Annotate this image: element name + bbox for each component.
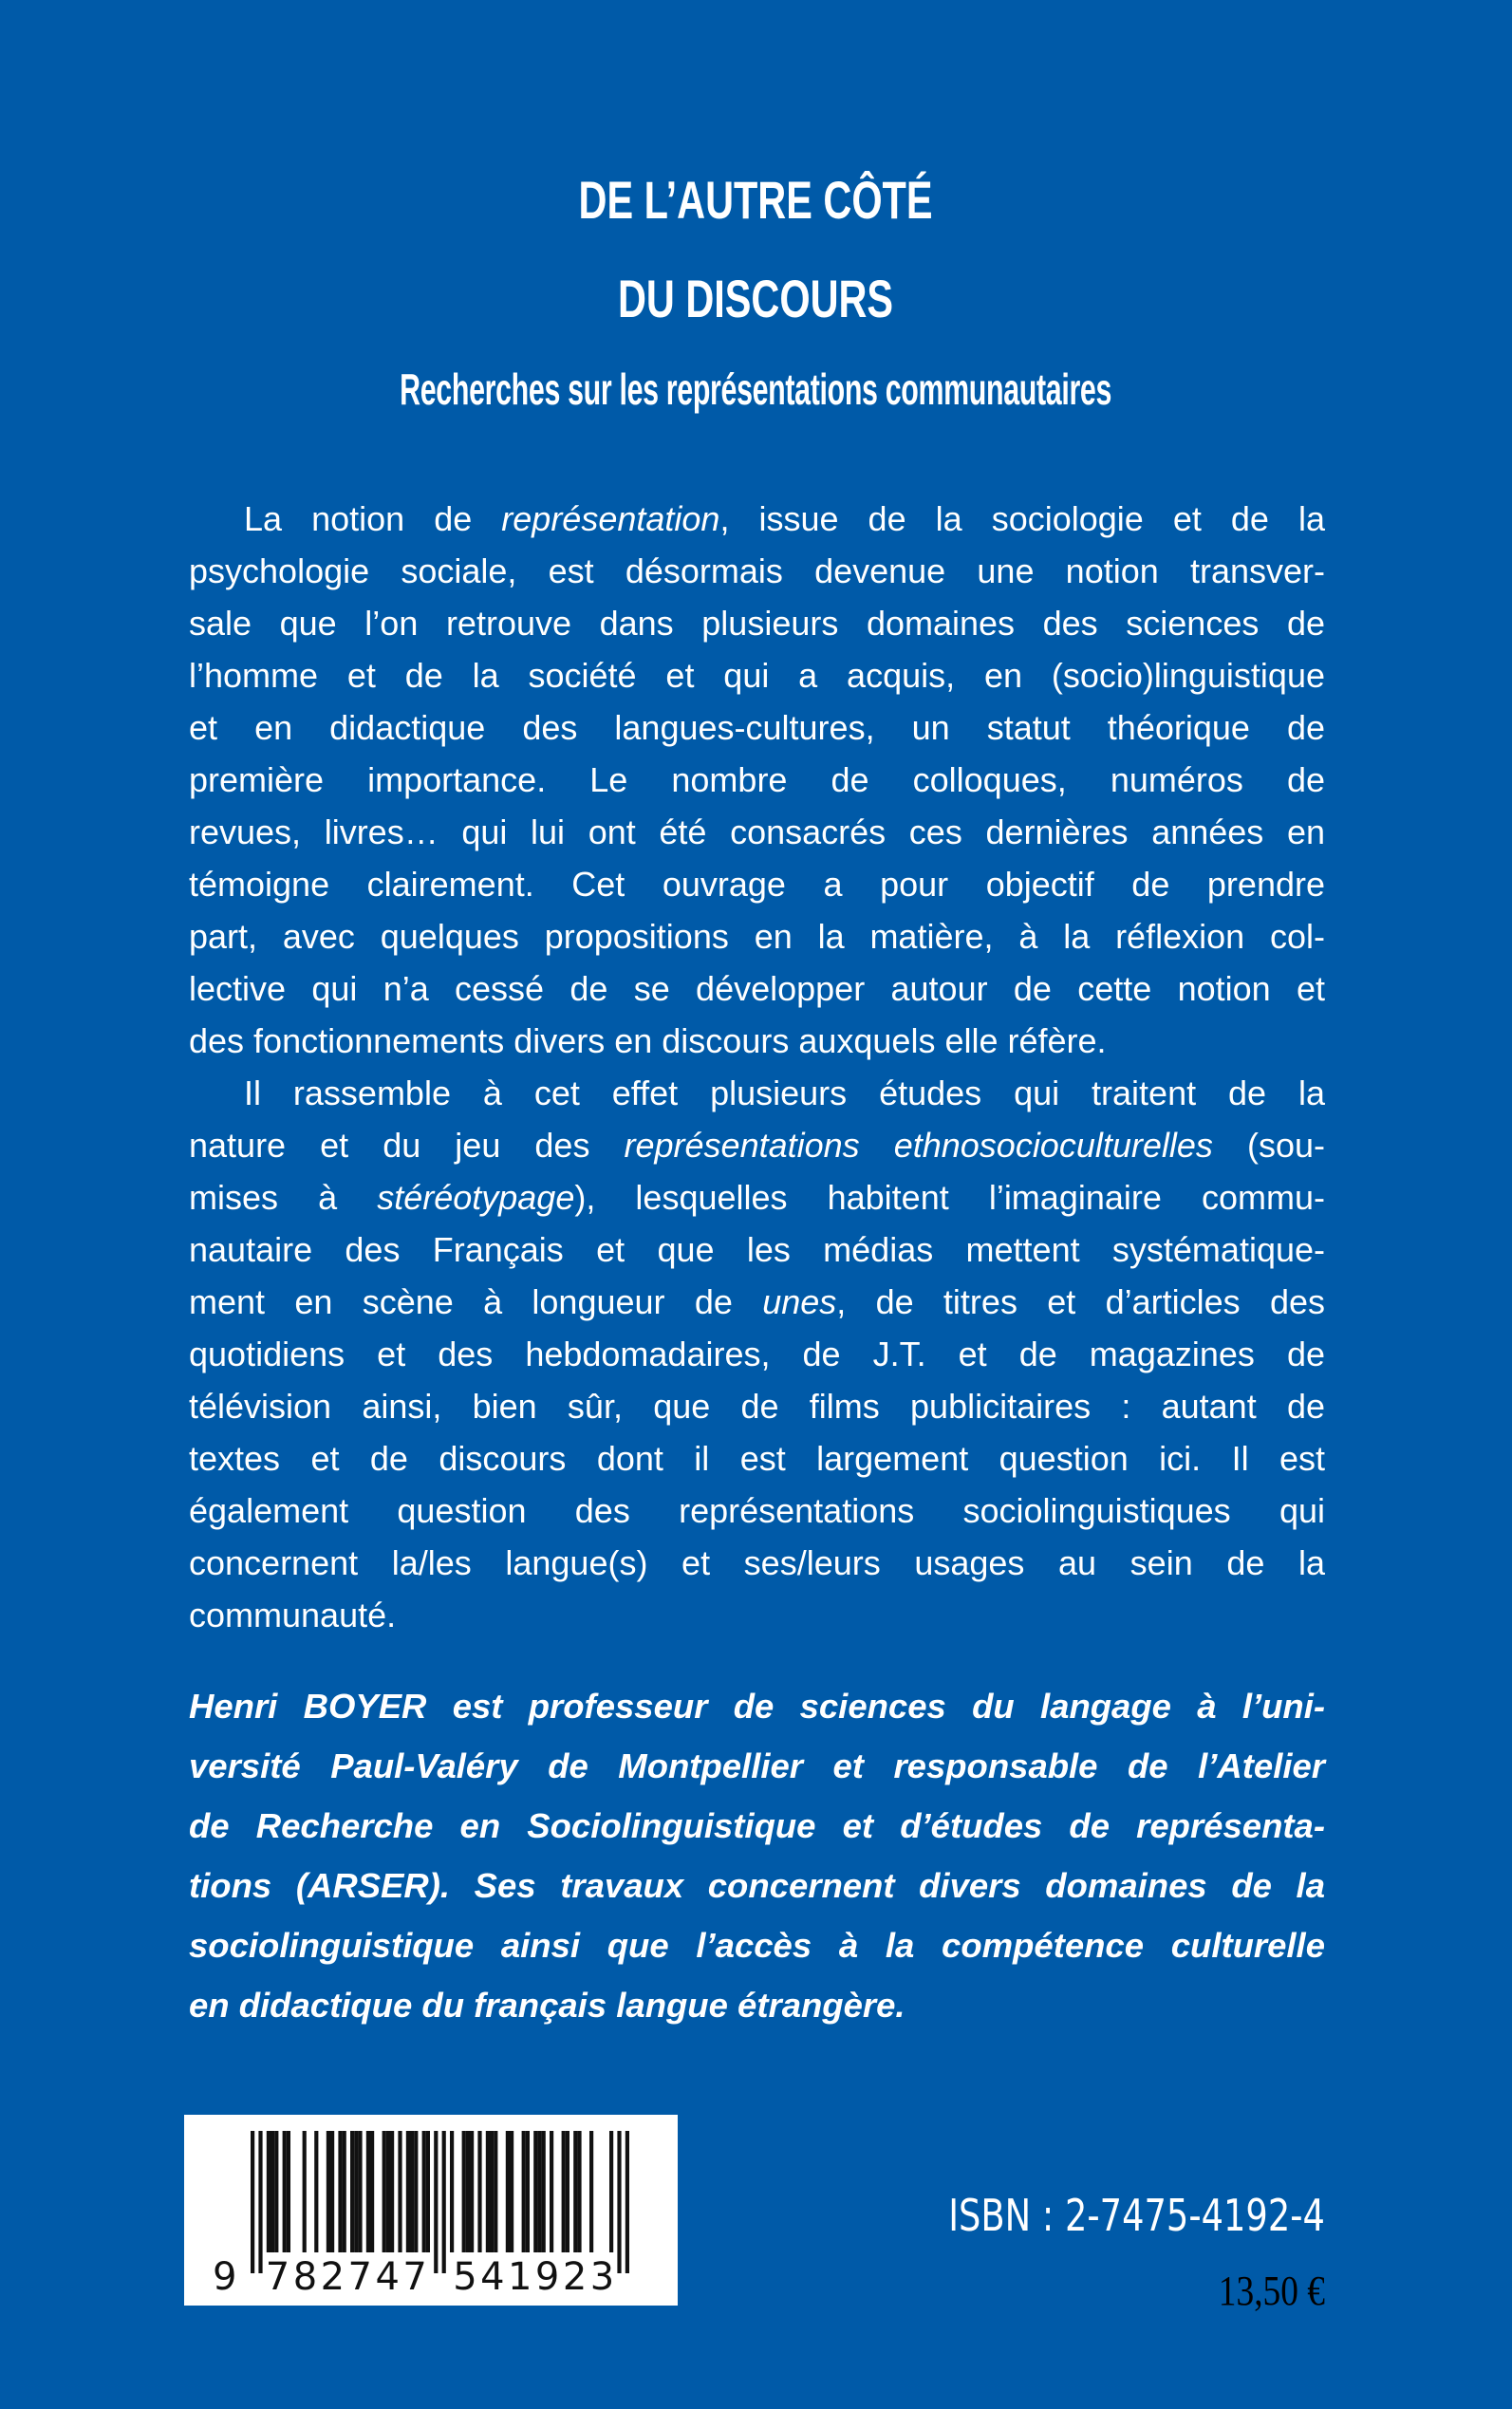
- barcode-bar: [477, 2131, 481, 2252]
- text-segment: , issue de la sociologie et de la: [719, 499, 1325, 538]
- text-line: [189, 1380, 1325, 1432]
- text-line: [189, 1171, 1325, 1223]
- text-line: [189, 1276, 1325, 1328]
- barcode-bar: [366, 2131, 370, 2252]
- italic-term: représentation: [501, 499, 720, 538]
- barcode-bar: [422, 2131, 426, 2252]
- barcode-bar: [562, 2131, 566, 2252]
- barcode-bar: [533, 2131, 537, 2252]
- barcode-bar: [406, 2131, 410, 2252]
- barcode-bar: [410, 2131, 414, 2252]
- barcode-bar: [609, 2131, 613, 2252]
- barcode-bar: [526, 2131, 530, 2252]
- barcode-bar: [537, 2131, 541, 2252]
- text-line: [189, 1328, 1325, 1380]
- barcode-bar: [625, 2131, 629, 2273]
- text-line: [189, 1856, 1325, 1915]
- barcode-bar: [287, 2131, 290, 2252]
- barcode-bar: [303, 2131, 307, 2252]
- text-segment: ment en scène à longueur de: [189, 1282, 763, 1321]
- text-line: [189, 1975, 1325, 2035]
- barcode-bar: [383, 2131, 386, 2252]
- book-title-line-2: DU DISCOURS: [618, 269, 894, 328]
- barcode-bar: [522, 2131, 526, 2252]
- text-segment: nature et du jeu des: [189, 1126, 625, 1165]
- italic-term: unes: [762, 1282, 837, 1321]
- barcode-bar: [490, 2131, 494, 2252]
- book-subtitle: Recherches sur les représentations communautaires: [400, 364, 1112, 414]
- text-line: [189, 962, 1325, 1015]
- text-line: [189, 1736, 1325, 1796]
- text-line: [189, 701, 1325, 754]
- barcode-bar: [338, 2131, 342, 2252]
- text-segment: également question des représentations sociolinguistiques qui: [189, 1491, 1325, 1530]
- barcode-bar: [506, 2131, 510, 2252]
- text-segment: textes et de discours dont il est largement question ici. Il est: [189, 1439, 1325, 1478]
- barcode-bar: [258, 2131, 262, 2273]
- text-line: [189, 858, 1325, 910]
- isbn-label: ISBN : 2-7475-4192-4: [948, 2190, 1325, 2241]
- text-line: [189, 1915, 1325, 1975]
- barcode-digits: 541923: [453, 2255, 615, 2299]
- text-line: [189, 1067, 1325, 1119]
- barcode-bar: [466, 2131, 470, 2252]
- barcode-bar: [343, 2131, 346, 2252]
- text-line: [189, 1015, 1325, 1067]
- barcode-bar: [589, 2131, 593, 2252]
- book-title-line-1: DE L’AUTRE CÔTÉ: [579, 170, 933, 230]
- barcode-bar: [617, 2131, 621, 2273]
- barcode-bar: [330, 2131, 334, 2252]
- text-segment: quotidiens et des hebdomadaires, de J.T. et de magazines de: [189, 1335, 1325, 1373]
- price-label: 13,50 €: [1218, 2268, 1325, 2314]
- ean-barcode: [184, 2115, 678, 2306]
- text-segment: de Recherche en Sociolinguistique et d’études de représenta-: [189, 1806, 1325, 1845]
- barcode-bar: [358, 2131, 362, 2252]
- barcode-bar: [470, 2131, 474, 2252]
- text-line: [189, 1676, 1325, 1736]
- text-segment: lective qui n’a cessé de se développer autour de cette notion et: [189, 969, 1325, 1008]
- barcode-bar: [573, 2131, 577, 2252]
- text-segment: psychologie sociale, est désormais devenue une notion transver-: [189, 551, 1325, 590]
- barcode-bar: [370, 2131, 374, 2252]
- barcode-bar: [426, 2131, 430, 2252]
- summary-paragraph-1: [189, 493, 1325, 1067]
- text-line: [189, 545, 1325, 597]
- text-line: [189, 493, 1325, 545]
- text-segment: des fonctionnements divers en discours auxquels elle réfère.: [189, 1021, 1107, 1060]
- text-line: [189, 597, 1325, 649]
- text-segment: télévision ainsi, bien sûr, que de films publicitaires : autant de: [189, 1387, 1325, 1426]
- text-segment: témoigne clairement. Cet ouvrage a pour objectif de prendre: [189, 865, 1325, 904]
- text-line: [189, 1485, 1325, 1537]
- text-line: [189, 1119, 1325, 1171]
- italic-term: stéréotypage: [377, 1178, 575, 1217]
- text-line: [189, 910, 1325, 962]
- text-segment: en didactique du français langue étrangère.: [189, 1986, 905, 2025]
- barcode-bar: [251, 2131, 254, 2273]
- barcode-bar: [314, 2131, 318, 2252]
- text-line: [189, 806, 1325, 858]
- barcode-bar: [550, 2131, 553, 2252]
- barcode-bar: [283, 2131, 287, 2252]
- barcode-graphic: [184, 2115, 678, 2306]
- barcode-bar: [542, 2131, 546, 2252]
- barcode-bar: [350, 2131, 354, 2252]
- barcode-bar: [434, 2131, 438, 2273]
- text-segment: (sou-: [1212, 1126, 1325, 1165]
- barcode-bar: [386, 2131, 390, 2252]
- barcode-digits: 9: [213, 2255, 237, 2299]
- text-segment: première importance. Le nombre de colloques, numéros de: [189, 760, 1325, 799]
- barcode-bar: [327, 2131, 330, 2252]
- text-segment: nautaire des Français et que les médias mettent systématique-: [189, 1230, 1325, 1269]
- barcode-bar: [486, 2131, 490, 2252]
- text-line: [189, 1537, 1325, 1589]
- text-segment: l’homme et de la société et qui a acquis, en (socio)linguistique: [189, 656, 1325, 695]
- text-line: [189, 1223, 1325, 1276]
- text-line: [189, 754, 1325, 806]
- text-segment: Il rassemble à cet effet plusieurs études qui traitent de la: [244, 1074, 1325, 1112]
- barcode-bar: [354, 2131, 358, 2252]
- text-segment: sale que l’on retrouve dans plusieurs domaines des sciences de: [189, 604, 1325, 643]
- barcode-bar: [267, 2131, 271, 2252]
- text-segment: La notion de: [244, 499, 502, 538]
- text-line: [189, 1589, 1325, 1641]
- text-segment: sociolinguistique ainsi que l’accès à la compétence culturelle: [189, 1926, 1325, 1965]
- barcode-bar: [398, 2131, 401, 2252]
- barcode-bar: [442, 2131, 446, 2273]
- text-segment: mises à: [189, 1178, 378, 1217]
- barcode-bar: [566, 2131, 569, 2252]
- text-line: [189, 1432, 1325, 1485]
- barcode-bar: [414, 2131, 418, 2252]
- text-segment: revues, livres… qui lui ont été consacrés ces dernières années en: [189, 812, 1325, 851]
- text-segment: Henri BOYER est professeur de sciences du langage à l’uni-: [189, 1687, 1325, 1726]
- barcode-bar: [271, 2131, 274, 2252]
- text-segment: concernent la/les langue(s) et ses/leurs usages au sein de la: [189, 1543, 1325, 1582]
- barcode-bar: [494, 2131, 497, 2252]
- text-line: [189, 649, 1325, 701]
- italic-term: représentations ethnosocioculturelles: [624, 1126, 1213, 1165]
- barcode-digits: 782747: [265, 2255, 427, 2299]
- barcode-bar: [274, 2131, 278, 2252]
- author-bio-paragraph: [189, 1676, 1325, 2035]
- text-segment: tions (ARSER). Ses travaux concernent divers domaines de la: [189, 1866, 1325, 1905]
- barcode-bar: [577, 2131, 581, 2252]
- text-segment: versité Paul-Valéry de Montpellier et responsable de l’Atelier: [189, 1746, 1325, 1785]
- barcode-bar: [462, 2131, 466, 2252]
- barcode-bar: [390, 2131, 394, 2252]
- text-segment: et en didactique des langues-cultures, un statut théorique de: [189, 708, 1325, 747]
- text-line: [189, 1796, 1325, 1856]
- text-segment: part, avec quelques propositions en la matière, à la réflexion col-: [189, 917, 1325, 956]
- summary-paragraph-2: [189, 1067, 1325, 1641]
- barcode-bar: [510, 2131, 513, 2252]
- barcode-bar: [450, 2131, 454, 2252]
- text-segment: ), lesquelles habitent l’imaginaire commu-: [574, 1178, 1325, 1217]
- text-segment: , de titres et d’articles des: [836, 1282, 1325, 1321]
- text-segment: communauté.: [189, 1596, 397, 1634]
